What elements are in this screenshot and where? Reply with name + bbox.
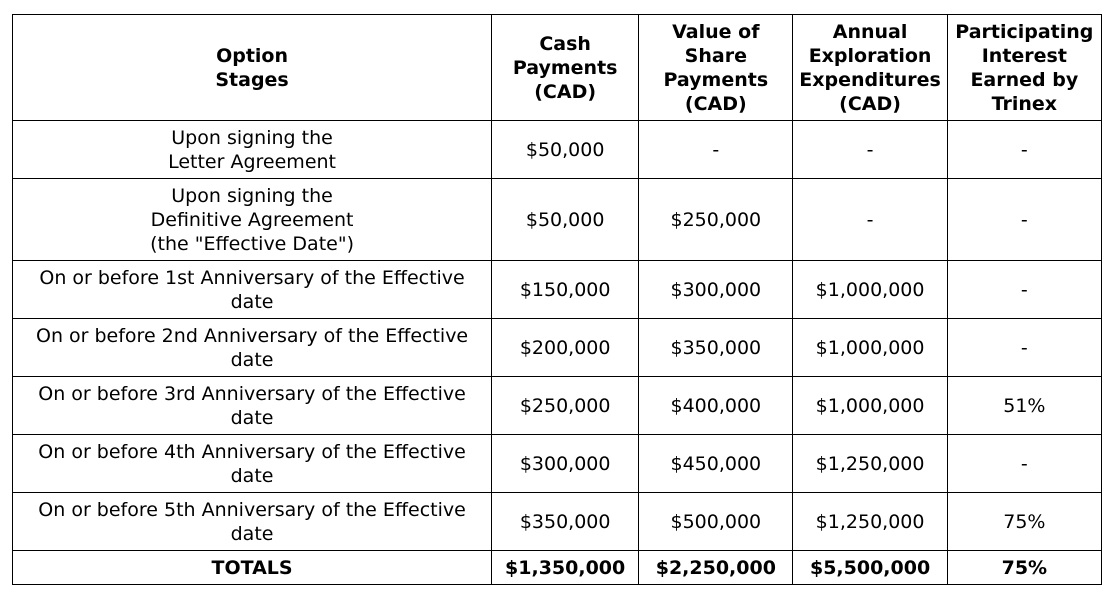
exploration-cell: - <box>793 179 947 261</box>
share-cell: $250,000 <box>639 179 793 261</box>
table-header-row <box>13 15 1102 121</box>
stage-cell: On or before 5th Anniversary of the Effective date <box>13 493 492 551</box>
stage-cell: On or before 1st Anniversary of the Effective date <box>13 261 492 319</box>
exploration-cell: $1,000,000 <box>793 377 947 435</box>
totals-row <box>13 551 1102 585</box>
total-share-cell: $2,250,000 <box>639 551 793 585</box>
exploration-cell: $1,250,000 <box>793 493 947 551</box>
exploration-cell: - <box>793 121 947 179</box>
exploration-cell: $1,000,000 <box>793 261 947 319</box>
cash-cell: $50,000 <box>492 179 639 261</box>
interest-cell: - <box>947 261 1101 319</box>
table-row <box>13 435 1102 493</box>
share-cell: $450,000 <box>639 435 793 493</box>
stage-cell: On or before 3rd Anniversary of the Effective date <box>13 377 492 435</box>
table-row <box>13 377 1102 435</box>
table-row <box>13 121 1102 179</box>
interest-cell: 75% <box>947 493 1101 551</box>
cash-cell: $150,000 <box>492 261 639 319</box>
interest-cell: - <box>947 121 1101 179</box>
totals-label: TOTALS <box>13 551 492 585</box>
interest-cell: - <box>947 179 1101 261</box>
table-row <box>13 261 1102 319</box>
option-stages-table <box>12 14 1102 585</box>
cash-cell: $200,000 <box>492 319 639 377</box>
share-cell: - <box>639 121 793 179</box>
interest-cell: 51% <box>947 377 1101 435</box>
total-interest-cell: 75% <box>947 551 1101 585</box>
total-cash-cell: $1,350,000 <box>492 551 639 585</box>
header-exploration-expenditures: Annual Exploration Expenditures (CAD) <box>793 15 947 121</box>
table-row <box>13 493 1102 551</box>
stage-cell: Upon signing the Letter Agreement <box>13 121 492 179</box>
interest-cell: - <box>947 435 1101 493</box>
exploration-cell: $1,250,000 <box>793 435 947 493</box>
stage-cell: Upon signing the Definitive Agreement (the "Effective Date") <box>13 179 492 261</box>
stage-cell: On or before 4th Anniversary of the Effective date <box>13 435 492 493</box>
share-cell: $350,000 <box>639 319 793 377</box>
share-cell: $500,000 <box>639 493 793 551</box>
header-cash-payments: Cash Payments (CAD) <box>492 15 639 121</box>
cash-cell: $50,000 <box>492 121 639 179</box>
exploration-cell: $1,000,000 <box>793 319 947 377</box>
cash-cell: $350,000 <box>492 493 639 551</box>
header-share-payments: Value of Share Payments (CAD) <box>639 15 793 121</box>
share-cell: $400,000 <box>639 377 793 435</box>
total-exploration-cell: $5,500,000 <box>793 551 947 585</box>
interest-cell: - <box>947 319 1101 377</box>
header-participating-interest: Participating Interest Earned by Trinex <box>947 15 1101 121</box>
table-row <box>13 319 1102 377</box>
cash-cell: $300,000 <box>492 435 639 493</box>
stage-cell: On or before 2nd Anniversary of the Effective date <box>13 319 492 377</box>
share-cell: $300,000 <box>639 261 793 319</box>
table-row <box>13 179 1102 261</box>
header-option-stages: Option Stages <box>13 15 492 121</box>
cash-cell: $250,000 <box>492 377 639 435</box>
